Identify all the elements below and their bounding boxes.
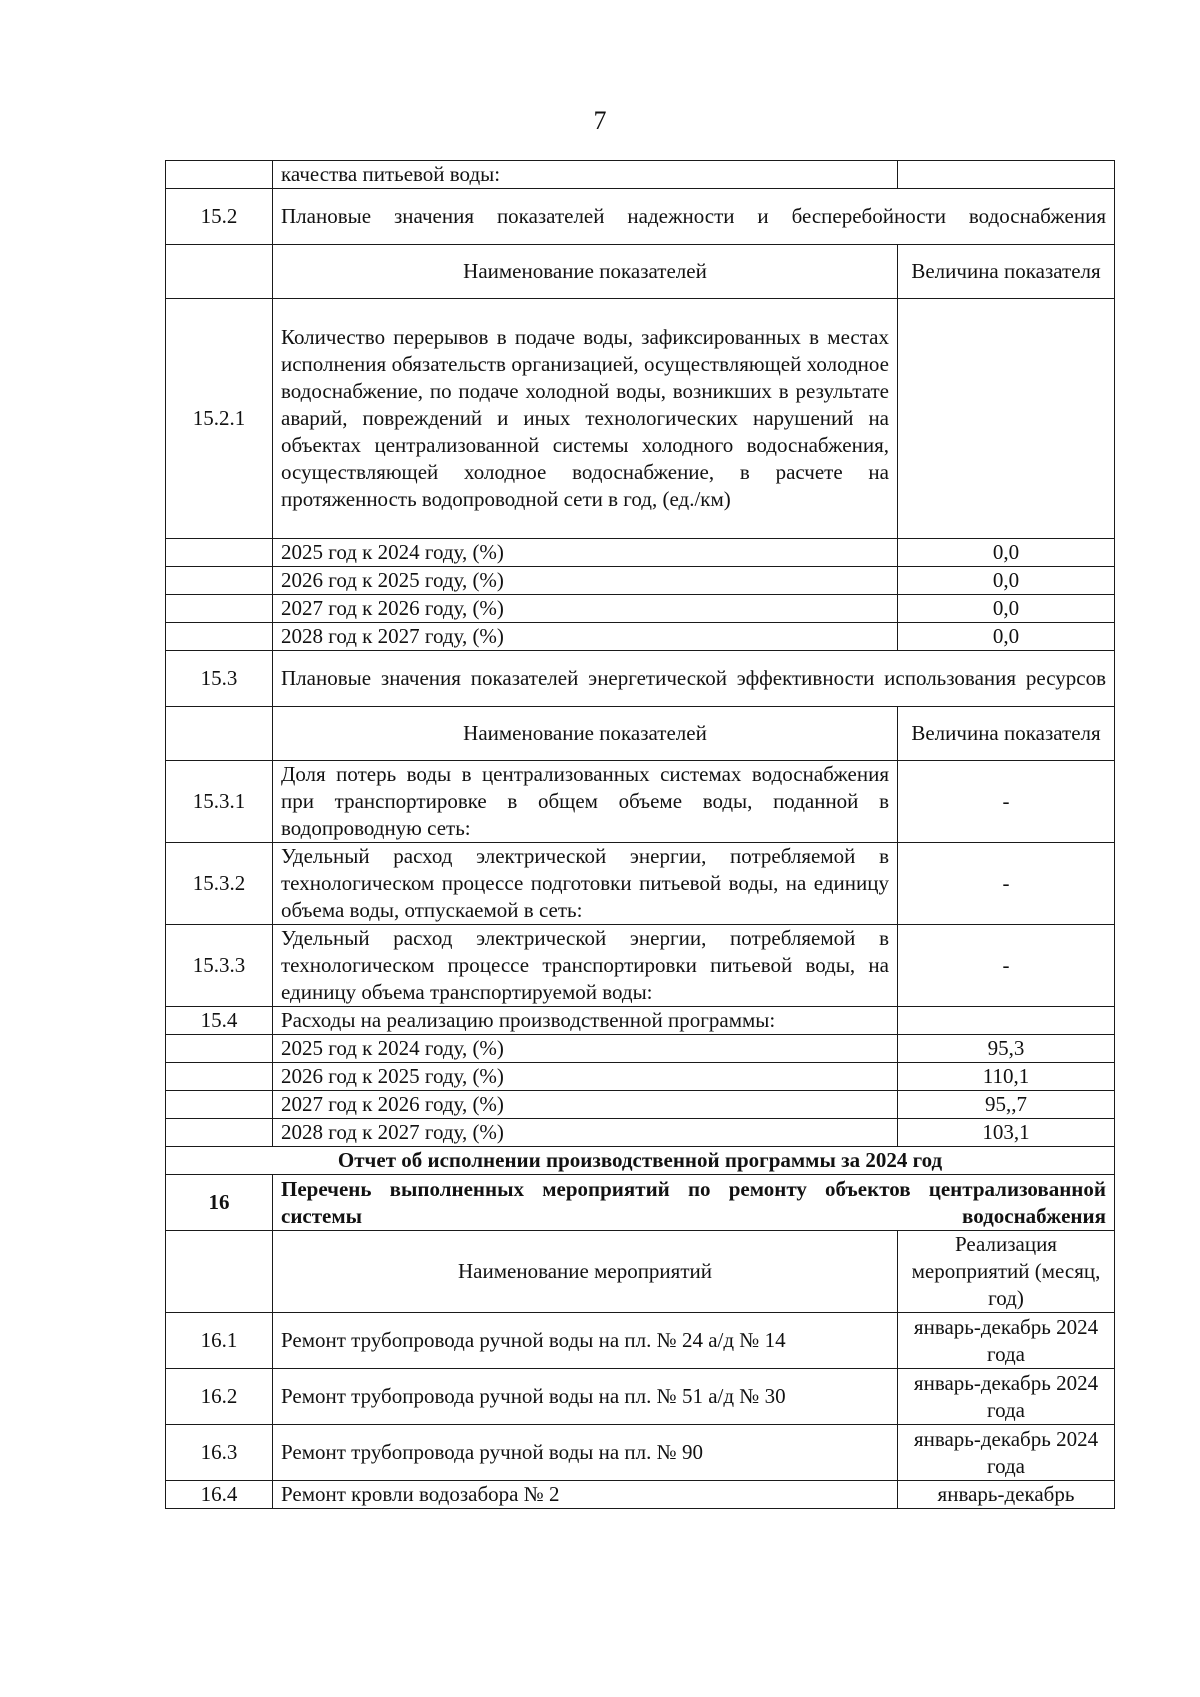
- item-text: Удельный расход электрической энергии, потребляемой в технологическом процессе подготовки питьевой воды, на единицу объема воды, отпускаемой в сеть:: [273, 843, 898, 925]
- header-value: Величина показателя: [898, 245, 1115, 299]
- item-value: -: [898, 843, 1115, 925]
- year-value: 95,,7: [898, 1091, 1115, 1119]
- item-text: Доля потерь воды в централизованных системах водоснабжения при транспортировке в общем объеме воды, поданной в водопроводную сеть:: [273, 761, 898, 843]
- item-number: 15.3.3: [166, 925, 273, 1007]
- section-title: Перечень выполненных мероприятий по ремонту объектов централизованной системы водоснабжения: [273, 1175, 1115, 1231]
- section-15-2-title-row: [166, 189, 1115, 245]
- item-value: январь-декабрь 2024 года: [898, 1425, 1115, 1481]
- section-15-4-title-row: [166, 1007, 1115, 1035]
- section-title: Плановые значения показателей надежности и бесперебойности водоснабжения: [273, 189, 1115, 245]
- item-number: 15.2.1: [166, 299, 273, 539]
- year-value: 95,3: [898, 1035, 1115, 1063]
- item-value: -: [898, 761, 1115, 843]
- table-row: [166, 539, 1115, 567]
- item-number: 15.3.2: [166, 843, 273, 925]
- table-row: [166, 1063, 1115, 1091]
- year-value: 110,1: [898, 1063, 1115, 1091]
- item-text: Ремонт кровли водозабора № 2: [273, 1481, 898, 1509]
- document-table-wrapper: [165, 160, 1115, 1509]
- year-value: 0,0: [898, 539, 1115, 567]
- item-number: 15.3.1: [166, 761, 273, 843]
- header-name: Наименование показателей: [273, 245, 898, 299]
- item-number: 16.4: [166, 1481, 273, 1509]
- section-number: 15.3: [166, 651, 273, 707]
- item-value: январь-декабрь 2024 года: [898, 1313, 1115, 1369]
- year-label: 2026 год к 2025 году, (%): [273, 1063, 898, 1091]
- section-number: 15.4: [166, 1007, 273, 1035]
- item-number: 16.2: [166, 1369, 273, 1425]
- item-16-4-row: [166, 1481, 1115, 1509]
- section-number: 16: [166, 1175, 273, 1231]
- item-15-2-1-row: [166, 299, 1115, 539]
- item-15-3-3-row: [166, 925, 1115, 1007]
- page-number: 7: [593, 106, 607, 135]
- year-label: 2028 год к 2027 году, (%): [273, 623, 898, 651]
- report-title: Отчет об исполнении производственной программы за 2024 год: [166, 1147, 1115, 1175]
- section-15-3-title-row: [166, 651, 1115, 707]
- item-value: январь-декабрь: [898, 1481, 1115, 1509]
- year-label: 2025 год к 2024 году, (%): [273, 539, 898, 567]
- section-number: 15.2: [166, 189, 273, 245]
- item-text: Количество перерывов в подаче воды, зафиксированных в местах исполнения обязательств организацией, осуществляющей холодное водоснабжение, по подаче холодной воды, возникших в результате аварий, повреждений и иных технологических нарушений на объектах централизованной системы холодного водоснабжения, осуществляющей холодное водоснабжение, в расчете на протяженность водопроводной сети в год, (ед./км): [273, 299, 898, 539]
- item-text: Ремонт трубопровода ручной воды на пл. № 90: [273, 1425, 898, 1481]
- item-text: Удельный расход электрической энергии, потребляемой в технологическом процессе транспортировки питьевой воды, на единицу объема транспортируемой воды:: [273, 925, 898, 1007]
- item-value: -: [898, 925, 1115, 1007]
- header-value: Величина показателя: [898, 707, 1115, 761]
- section-title: Плановые значения показателей энергетической эффективности использования ресурсов: [273, 651, 1115, 707]
- year-label: 2027 год к 2026 году, (%): [273, 595, 898, 623]
- item-value: январь-декабрь 2024 года: [898, 1369, 1115, 1425]
- program-table: [165, 160, 1115, 1509]
- item-number: 16.3: [166, 1425, 273, 1481]
- section-15-2-header-row: [166, 245, 1115, 299]
- year-label: 2025 год к 2024 году, (%): [273, 1035, 898, 1063]
- table-row: [166, 161, 1115, 189]
- table-row: [166, 1035, 1115, 1063]
- year-value: 103,1: [898, 1119, 1115, 1147]
- item-16-1-row: [166, 1313, 1115, 1369]
- year-value: 0,0: [898, 623, 1115, 651]
- intro-text: качества питьевой воды:: [273, 161, 898, 189]
- year-value: 0,0: [898, 567, 1115, 595]
- item-15-3-1-row: [166, 761, 1115, 843]
- report-title-row: [166, 1147, 1115, 1175]
- section-16-title-row: [166, 1175, 1115, 1231]
- item-text: Ремонт трубопровода ручной воды на пл. № 51 а/д № 30: [273, 1369, 898, 1425]
- table-row: [166, 623, 1115, 651]
- header-value: Реализация мероприятий (месяц, год): [898, 1231, 1115, 1313]
- item-15-3-2-row: [166, 843, 1115, 925]
- section-15-3-header-row: [166, 707, 1115, 761]
- section-16-header-row: [166, 1231, 1115, 1313]
- table-row: [166, 1091, 1115, 1119]
- year-label: 2028 год к 2027 году, (%): [273, 1119, 898, 1147]
- table-row: [166, 567, 1115, 595]
- year-label: 2027 год к 2026 году, (%): [273, 1091, 898, 1119]
- table-row: [166, 595, 1115, 623]
- item-16-2-row: [166, 1369, 1115, 1425]
- year-label: 2026 год к 2025 году, (%): [273, 567, 898, 595]
- table-row: [166, 1119, 1115, 1147]
- section-title: Расходы на реализацию производственной программы:: [273, 1007, 898, 1035]
- item-text: Ремонт трубопровода ручной воды на пл. № 24 а/д № 14: [273, 1313, 898, 1369]
- item-number: 16.1: [166, 1313, 273, 1369]
- header-name: Наименование мероприятий: [273, 1231, 898, 1313]
- header-name: Наименование показателей: [273, 707, 898, 761]
- year-value: 0,0: [898, 595, 1115, 623]
- item-16-3-row: [166, 1425, 1115, 1481]
